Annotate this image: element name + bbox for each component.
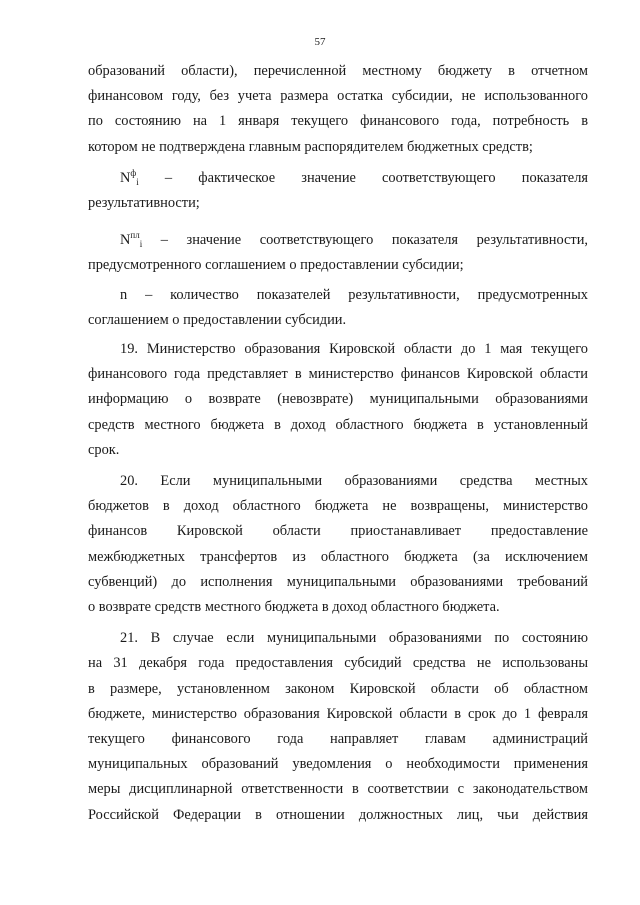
text-line: о возврате средств местного бюджета в доход областного бюджета.	[88, 599, 500, 616]
text-line: срок.	[88, 441, 120, 458]
formula-definition-plan	[88, 228, 588, 253]
text-line: средств местного бюджета в доход областного бюджета в установленный	[88, 416, 588, 433]
text-line: котором не подтверждена главным распорядителем бюджетных средств;	[88, 138, 533, 155]
text-line: n – количество показателей результативности, предусмотренных	[120, 286, 588, 303]
formula-definition-fact	[88, 166, 588, 191]
text-line: Российской Федерации в отношении должностных лиц, чьи действия	[88, 806, 588, 823]
text-line: финансов Кировской области приостанавливает предоставление	[88, 523, 588, 540]
text-line: результативности;	[88, 195, 200, 212]
text-line: в размере, установленном законом Кировской области об областном	[88, 680, 588, 697]
text-line: образований области), перечисленной местному бюджету в отчетном	[88, 63, 588, 79]
text-line: – фактическое значение соответствующего показателя	[164, 169, 588, 186]
paragraph-20: 20. Если муниципальными образованиями средства местных	[120, 473, 588, 490]
text-line: финансового года представляет в министерство финансов Кировской области	[88, 366, 588, 383]
symbol-n-fact: $N^ф_i$	[120, 167, 139, 187]
text-line: на 31 декабря года предоставления субсидий средства не использованы	[88, 655, 588, 672]
text-line: бюджетов в доход областного бюджета не возвращены, министерство	[88, 498, 588, 515]
text-line: – значение соответствующего показателя результативности,	[160, 232, 588, 249]
text-line: по состоянию на 1 января текущего финансового года, потребность в	[88, 113, 588, 130]
text-line: меры дисциплинарной ответственности в соответствии с законодательством	[88, 781, 588, 798]
paragraph-21: 21. В случае если муниципальными образованиями по состоянию	[120, 630, 588, 647]
text-line: предусмотренного соглашением о предоставлении субсидии;	[88, 257, 464, 274]
text-line: соглашением о предоставлении субсидии.	[88, 311, 347, 328]
symbol-n-plan: $N^{пл}_i$	[120, 230, 143, 250]
page-number: 57	[314, 36, 326, 48]
text-line: субвенций) до исполнения муниципальными образованиями требований	[88, 573, 588, 590]
text-line: межбюджетных трансфертов из областного бюджета (за исключением	[88, 548, 588, 565]
paragraph-19: 19. Министерство образования Кировской области до 1 мая текущего	[120, 341, 588, 358]
text-line: финансовом году, без учета размера остатка субсидии, не использованного	[88, 88, 588, 105]
text-line: бюджете, министерство образования Кировской области в срок до 1 февраля	[88, 705, 588, 722]
text-line: муниципальных образований уведомления о необходимости применения	[88, 756, 588, 773]
text-line: текущего финансового года направляет главам администраций	[88, 731, 588, 748]
document-body	[88, 59, 588, 828]
text-line: информацию о возврате (невозврате) муниципальными образованиями	[88, 391, 588, 408]
